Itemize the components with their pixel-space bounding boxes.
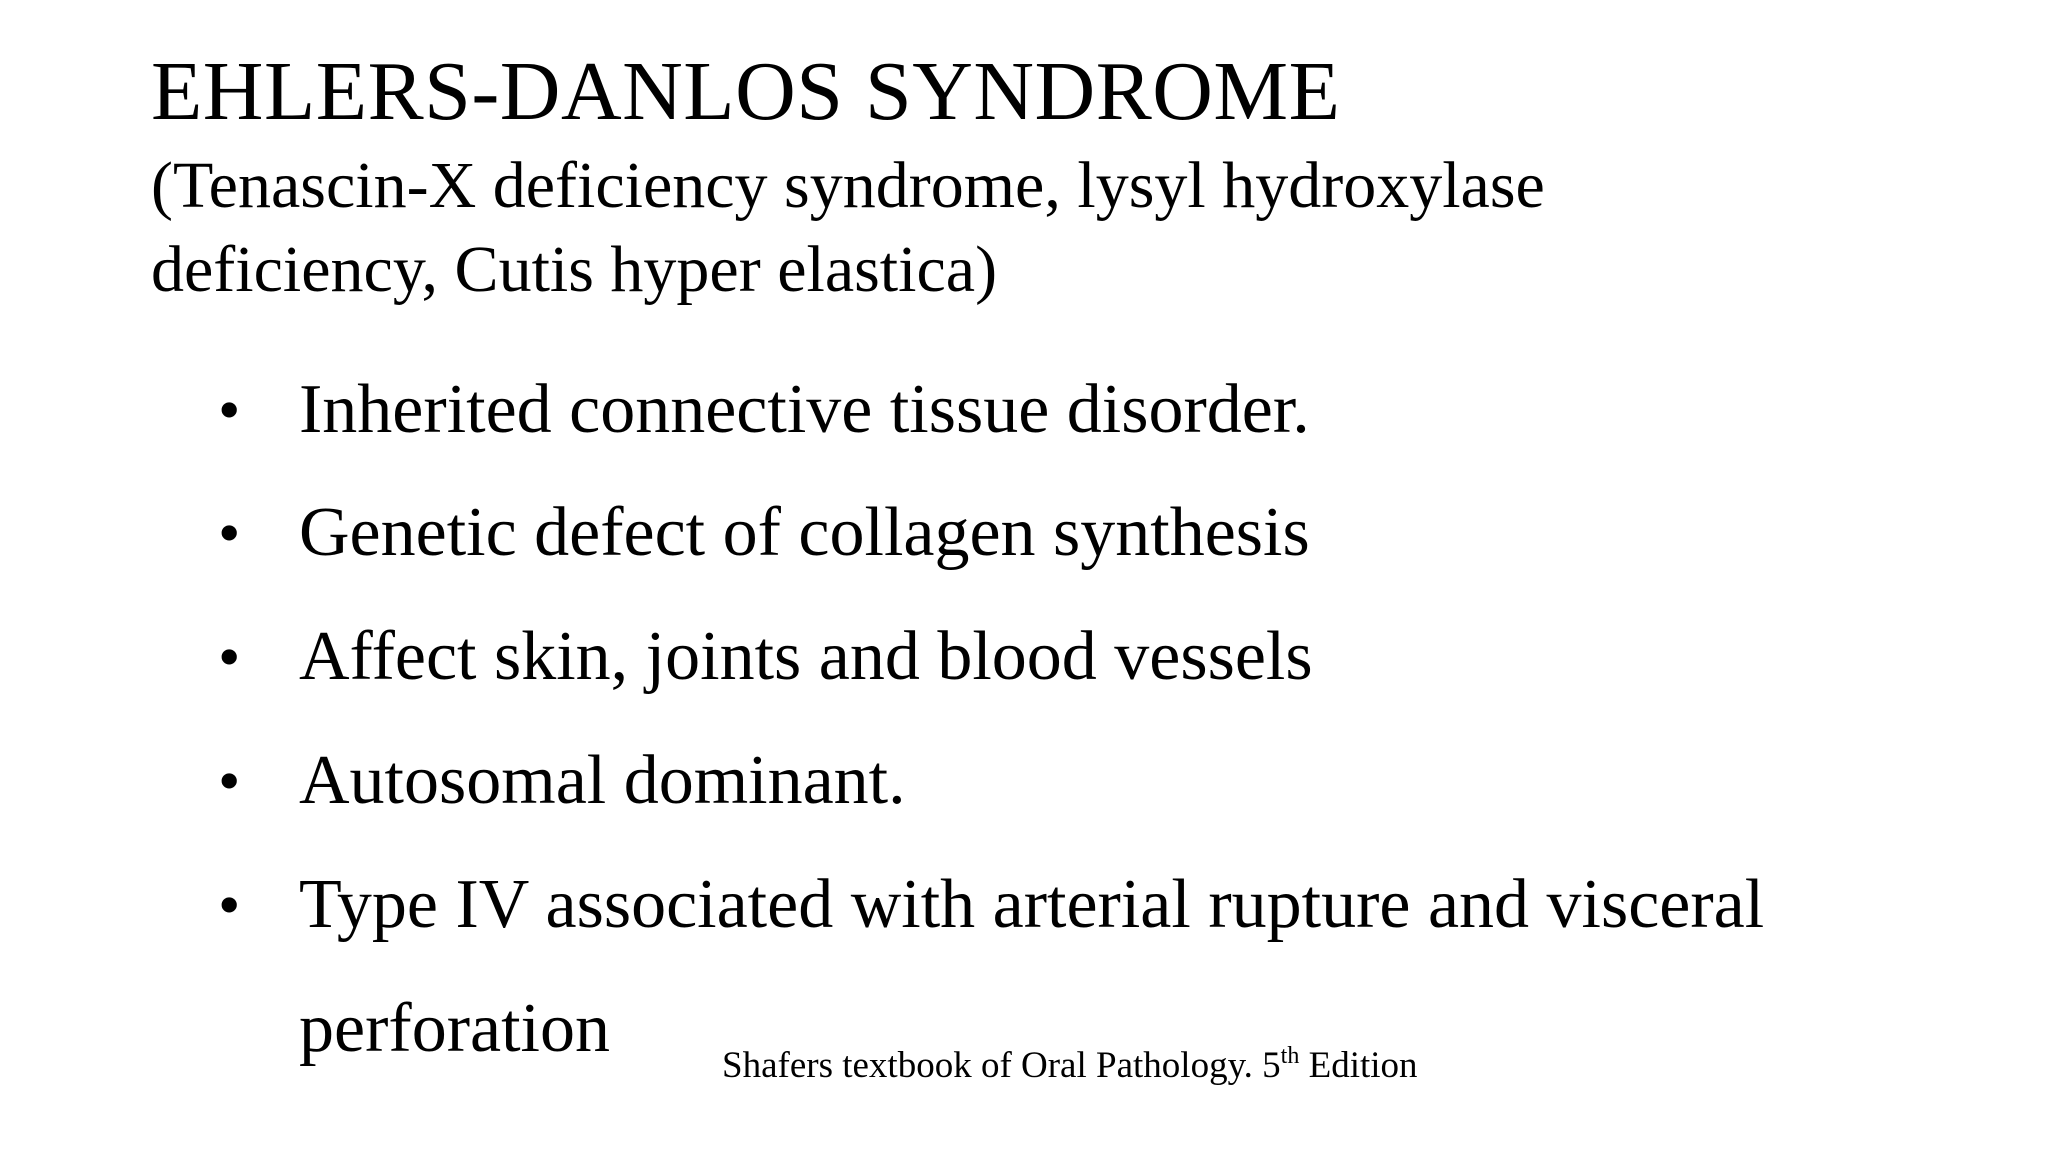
citation-superscript: th <box>1280 1043 1300 1069</box>
bullet-text: Type IV associated with arterial rupture and visceral <box>299 866 1765 943</box>
subtitle-line-2: deficiency, Cutis hyper elastica) <box>151 233 998 306</box>
bullet-marker: • <box>218 869 241 940</box>
bullet-marker: • <box>218 621 241 692</box>
bullet-text: Autosomal dominant. <box>299 742 906 819</box>
bullet-marker: • <box>218 497 241 568</box>
bullet-text: Inherited connective tissue disorder. <box>299 371 1310 448</box>
citation <box>722 1044 1418 1088</box>
bullet-text-continuation: perforation <box>299 990 610 1067</box>
bullet-marker: • <box>218 745 241 816</box>
bullet-text: Affect skin, joints and blood vessels <box>299 618 1313 695</box>
subtitle-line-1: (Tenascin-X deficiency syndrome, lysyl hydroxylase <box>151 149 1545 222</box>
bullet-text: Genetic defect of collagen synthesis <box>299 494 1310 571</box>
bullet-marker: • <box>218 374 241 445</box>
slide-subtitle <box>151 144 1851 312</box>
citation-text: Shafers textbook of Oral Pathology. 5 <box>722 1045 1281 1086</box>
slide-title: EHLERS-DANLOS SYNDROME <box>151 45 1341 138</box>
citation-suffix: Edition <box>1299 1045 1418 1086</box>
